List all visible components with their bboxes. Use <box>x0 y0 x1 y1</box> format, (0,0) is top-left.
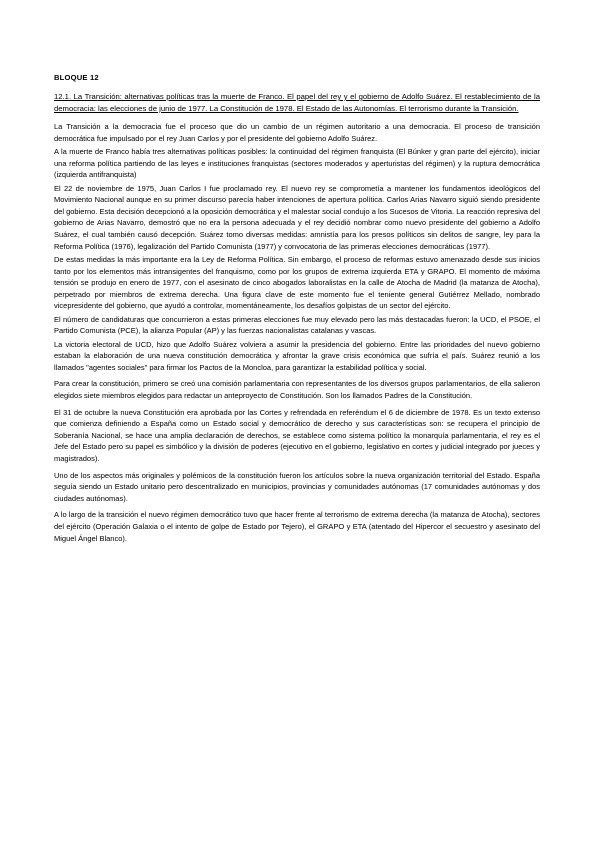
section-heading: 12.1. La Transición: alternativas políticas tras la muerte de Franco. El papel del rey y el gobierno de Adolfo Suárez. El restablecimiento de la democracia: las elecciones de junio de 1977. La Constitución de 1978. El Estado de las Autonomías. El terrorismo durante la Transición. <box>54 92 540 113</box>
paragraph-constitucion: El 31 de octubre la nueva Constitución era aprobada por las Cortes y refrendada en referéndum el 6 de diciembre de 1978. Es un texto extenso que comienza definiendo a España como un Estado social y democrático de derecho y sus características son: se recupera el principio de Soberanía Nacional, se hace una amplia declaración de derechos, se establece como sistema político la monarquía parlamentaria, el rey es el Jefe del Estado pero su papel es simbólico y la división de poderes (ejecutivo en el gobierno, legislativo en cortes y judicial integrado por jueces y magistrados). <box>54 407 540 464</box>
paragraph-terrorismo: A lo largo de la transición el nuevo régimen democrático tuvo que hacer frente al terrorismo de extrema derecha (la matanza de Atocha), sectores del ejército (Operación Galaxia o el intento de golpe de Estado por Tejero), el GRAPO y ETA (atentado del Hipercor el secuestro y asesinato del Miguel Ángel Blanco). <box>54 510 540 543</box>
paragraph-proclamacion: El 22 de noviembre de 1975, Juan Carlos I fue proclamado rey. El nuevo rey se comprometía a mantener los fundamentos ideológicos del Movimiento Nacional aunque en su primer discurso parecía haber intenciones de apertura política. Carlos Arias Navarro siguió siendo presidente del gobierno. Esta decisión decepcionó a la oposición democrática y el malestar social condujo a los Sucesos de Vitoria. La reacción represiva del gobierno de Arias Navarro, demostró que no era la persona adecuada y el rey decidió nombrar como nuevo presidente del gobierno a Adolfo Suárez, el cual también causó decepción. Suárez tomo diversas medidas: amnistía para los presos políticos sin delitos de sangre, ley para la Reforma Política (1976), legalización del Partido Comunista (1977) y convocatoria de las primeras elecciones democráticas (1977). <box>54 183 540 251</box>
paragraph-transicion: La Transición a la democracia fue el proceso que dio un cambio de un régimen autoritario a una democracia. El proceso de transición democrática fue impulsado por el rey Juan Carlos y por el presidente del gobierno Adolfo Suárez. <box>54 122 540 143</box>
paragraph-alternativas: A la muerte de Franco había tres alternativas políticas posibles: la continuidad del régimen franquista (El Búnker y gran parte del ejército), iniciar una reforma política partiendo de las leyes e instituciones franquistas (sectores moderados y aperturistas del régimen) y la ruptura democrática (izquierda antifranquista) <box>54 146 540 180</box>
block-title: BLOQUE 12 <box>54 73 99 82</box>
paragraph-organizacion-territorial: Uno de los aspectos más originales y polémicos de la constitución fueron los artículos sobre la nueva organización territorial del Estado. España seguía siendo un Estado unitario pero descentralizado en municipios, provincias y comunidades autónomas (17 comunidades autónomas y dos ciudades autónomas). <box>54 470 540 503</box>
paragraph-reforma-politica: De estas medidas la más importante era la Ley de Reforma Política. Sin embargo, el proceso de reformas estuvo amenazado desde sus inicios tanto por los elementos más intransigentes del franquismo, como por los grupos de extrema izquierda ETA y GRAPO. El momento de máxima tensión se produjo en enero de 1977, con el asesinato de cinco abogados laboralistas en la calle de Atocha de Madrid (la matanza de Atocha), perpetrado por miembros de extrema derecha. Una figura clave de este momento fue el teniente general Gutiérrez Mellado, nombrado vicepresidente del gobierno, que ayudó a controlar, momentáneamente, los desafíos golpistas de un sector del ejército. <box>54 254 540 311</box>
paragraph-victoria-ucd: La victoria electoral de UCD, hizo que Adolfo Suárez volviera a asumir la presidencia del gobierno. Entre las prioridades del nuevo gobierno estaban la elaboración de una nueva constitución democrática y afrontar la grave crisis económica que sufría el país. Suárez reunió a los llamados "agentes sociales" para firmar los Pactos de la Moncloa, para garantizar la estabilidad política y social. <box>54 339 540 372</box>
paragraph-comision: Para crear la constitución, primero se creó una comisión parlamentaria con representantes de los diversos grupos parlamentarios, de ella salieron elegidos siete miembros elegidos para redactar un anteproyecto de Constitución. Son los llamados Padres de la Constitución. <box>54 379 540 401</box>
paragraph-candidaturas: El número de candidaturas que concurrieron a estas primeras elecciones fue muy elevado pero las más destacadas fueron: la UCD, el PSOE, el Partido Comunista (PCE), la alianza Popular (AP) y las fuerzas nacionalistas catalanas y vascas. <box>54 314 540 336</box>
